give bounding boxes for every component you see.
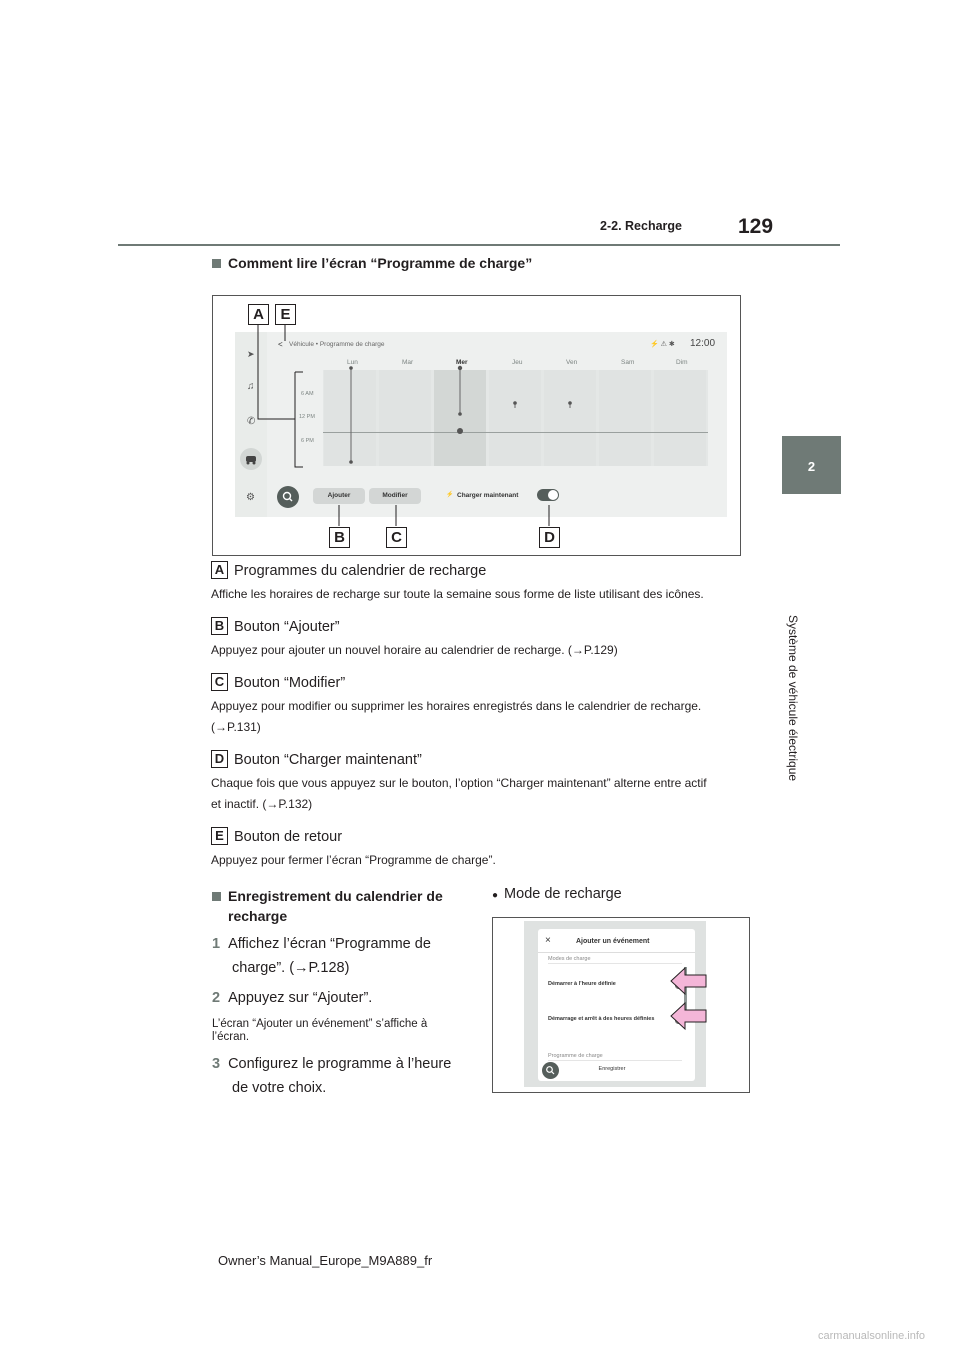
- item-list: [211, 562, 751, 871]
- day-label: Jeu: [512, 359, 523, 366]
- modes-label: Modes de charge: [548, 956, 591, 962]
- step: 1 Affichez l’écran “Programme de charge”. (→P.128): [212, 936, 431, 976]
- item-title: E Bouton de retour: [211, 828, 751, 846]
- lightning-icon: ⚡: [446, 492, 454, 498]
- page-number: 129: [738, 215, 774, 238]
- close-icon[interactable]: ×: [545, 935, 551, 946]
- section-title: 2-2. Recharge: [600, 219, 682, 233]
- item-desc: (→P.131): [211, 720, 261, 734]
- dialog-figure: [492, 917, 750, 1093]
- modify-button[interactable]: Modifier: [369, 488, 421, 504]
- chapter-number: 2: [807, 459, 816, 474]
- footer-text: Owner’s Manual_Europe_M9A889_fr: [218, 1253, 433, 1268]
- header-rule: [118, 244, 840, 246]
- item-desc: Affiche les horaires de recharge sur toute la semaine sous forme de liste utilisant des icônes.: [211, 587, 704, 601]
- day-label: Ven: [566, 359, 578, 366]
- add-button[interactable]: Ajouter: [313, 488, 365, 504]
- time-label: 12 PM: [299, 414, 315, 420]
- status-icons: ⚡ ⚠ ✱: [650, 341, 675, 348]
- callout-lines: [213, 296, 740, 555]
- item-title: B Bouton “Ajouter”: [211, 618, 751, 636]
- item-title: A Programmes du calendrier de recharge: [211, 562, 751, 580]
- registration-section: [212, 886, 462, 1100]
- time-label: 6 AM: [301, 391, 314, 397]
- callout-label: B: [329, 527, 350, 548]
- option-label: Démarrage et arrêt à des heures définies: [548, 1016, 655, 1022]
- chapter-title: Système de véhicule électrique: [786, 614, 800, 782]
- option-label: Démarrer à l’heure définie: [548, 981, 616, 987]
- music-icon[interactable]: ♫: [247, 381, 255, 392]
- schedule-label: Programme de charge: [548, 1053, 603, 1059]
- search-button[interactable]: [542, 1062, 559, 1079]
- dialog-title: Ajouter un événement: [576, 938, 650, 945]
- item-title: D Bouton “Charger maintenant”: [211, 751, 751, 769]
- item-title: C Bouton “Modifier”: [211, 674, 751, 692]
- breadcrumb: Véhicule • Programme de charge: [289, 341, 385, 348]
- clock: 12:00: [690, 338, 716, 349]
- day-label: Mar: [402, 359, 414, 366]
- item-desc: Appuyez pour fermer l’écran “Programme de charge”.: [211, 853, 496, 867]
- back-button[interactable]: <: [278, 340, 283, 349]
- save-button[interactable]: Enregistrer: [598, 1066, 626, 1072]
- charge-now-label: Charger maintenant: [457, 492, 519, 499]
- square-bullet-icon: [212, 892, 221, 901]
- item-desc: et inactif. (→P.132): [211, 797, 313, 811]
- item-desc: Chaque fois que vous appuyez sur le bouton, l’option “Charger maintenant” alterne entre actif: [211, 776, 707, 790]
- day-label: Sam: [621, 359, 635, 366]
- settings-icon[interactable]: ⚙: [246, 492, 255, 503]
- item-desc: Appuyez pour modifier ou supprimer les horaires enregistrés dans le calendrier de recharge.: [211, 699, 702, 713]
- step: 3 Configurez le programme à l’heure de votre choix.: [212, 1056, 452, 1096]
- phone-icon[interactable]: ✆: [247, 416, 256, 427]
- step: 2 Appuyez sur “Ajouter”.: [212, 990, 373, 1006]
- callout-label: D: [539, 527, 560, 548]
- step-note: L’écran “Ajouter un événement” s’affiche à l’écran.: [212, 1018, 428, 1043]
- section-heading: Enregistrement du calendrier de recharge: [212, 886, 462, 926]
- section-heading: Comment lire l’écran “Programme de charge”: [212, 255, 532, 271]
- screen-figure: [212, 295, 741, 556]
- time-label: 6 PM: [301, 438, 314, 444]
- callout-label: E: [275, 304, 296, 325]
- day-label: Mer: [456, 359, 468, 366]
- navigation-icon[interactable]: ➤: [247, 349, 255, 359]
- callout-label: A: [248, 304, 269, 325]
- pointer-arrows: [669, 964, 709, 1034]
- callout-label: C: [386, 527, 407, 548]
- watermark: carmanualsonline.info: [818, 1330, 926, 1342]
- item-desc: Appuyez pour ajouter un nouvel horaire au calendrier de recharge. (→P.129): [211, 643, 618, 657]
- square-bullet-icon: [212, 259, 221, 268]
- day-label: Dim: [676, 359, 688, 366]
- mode-bullet: ● Mode de recharge: [492, 886, 622, 902]
- day-label: Lun: [347, 359, 358, 366]
